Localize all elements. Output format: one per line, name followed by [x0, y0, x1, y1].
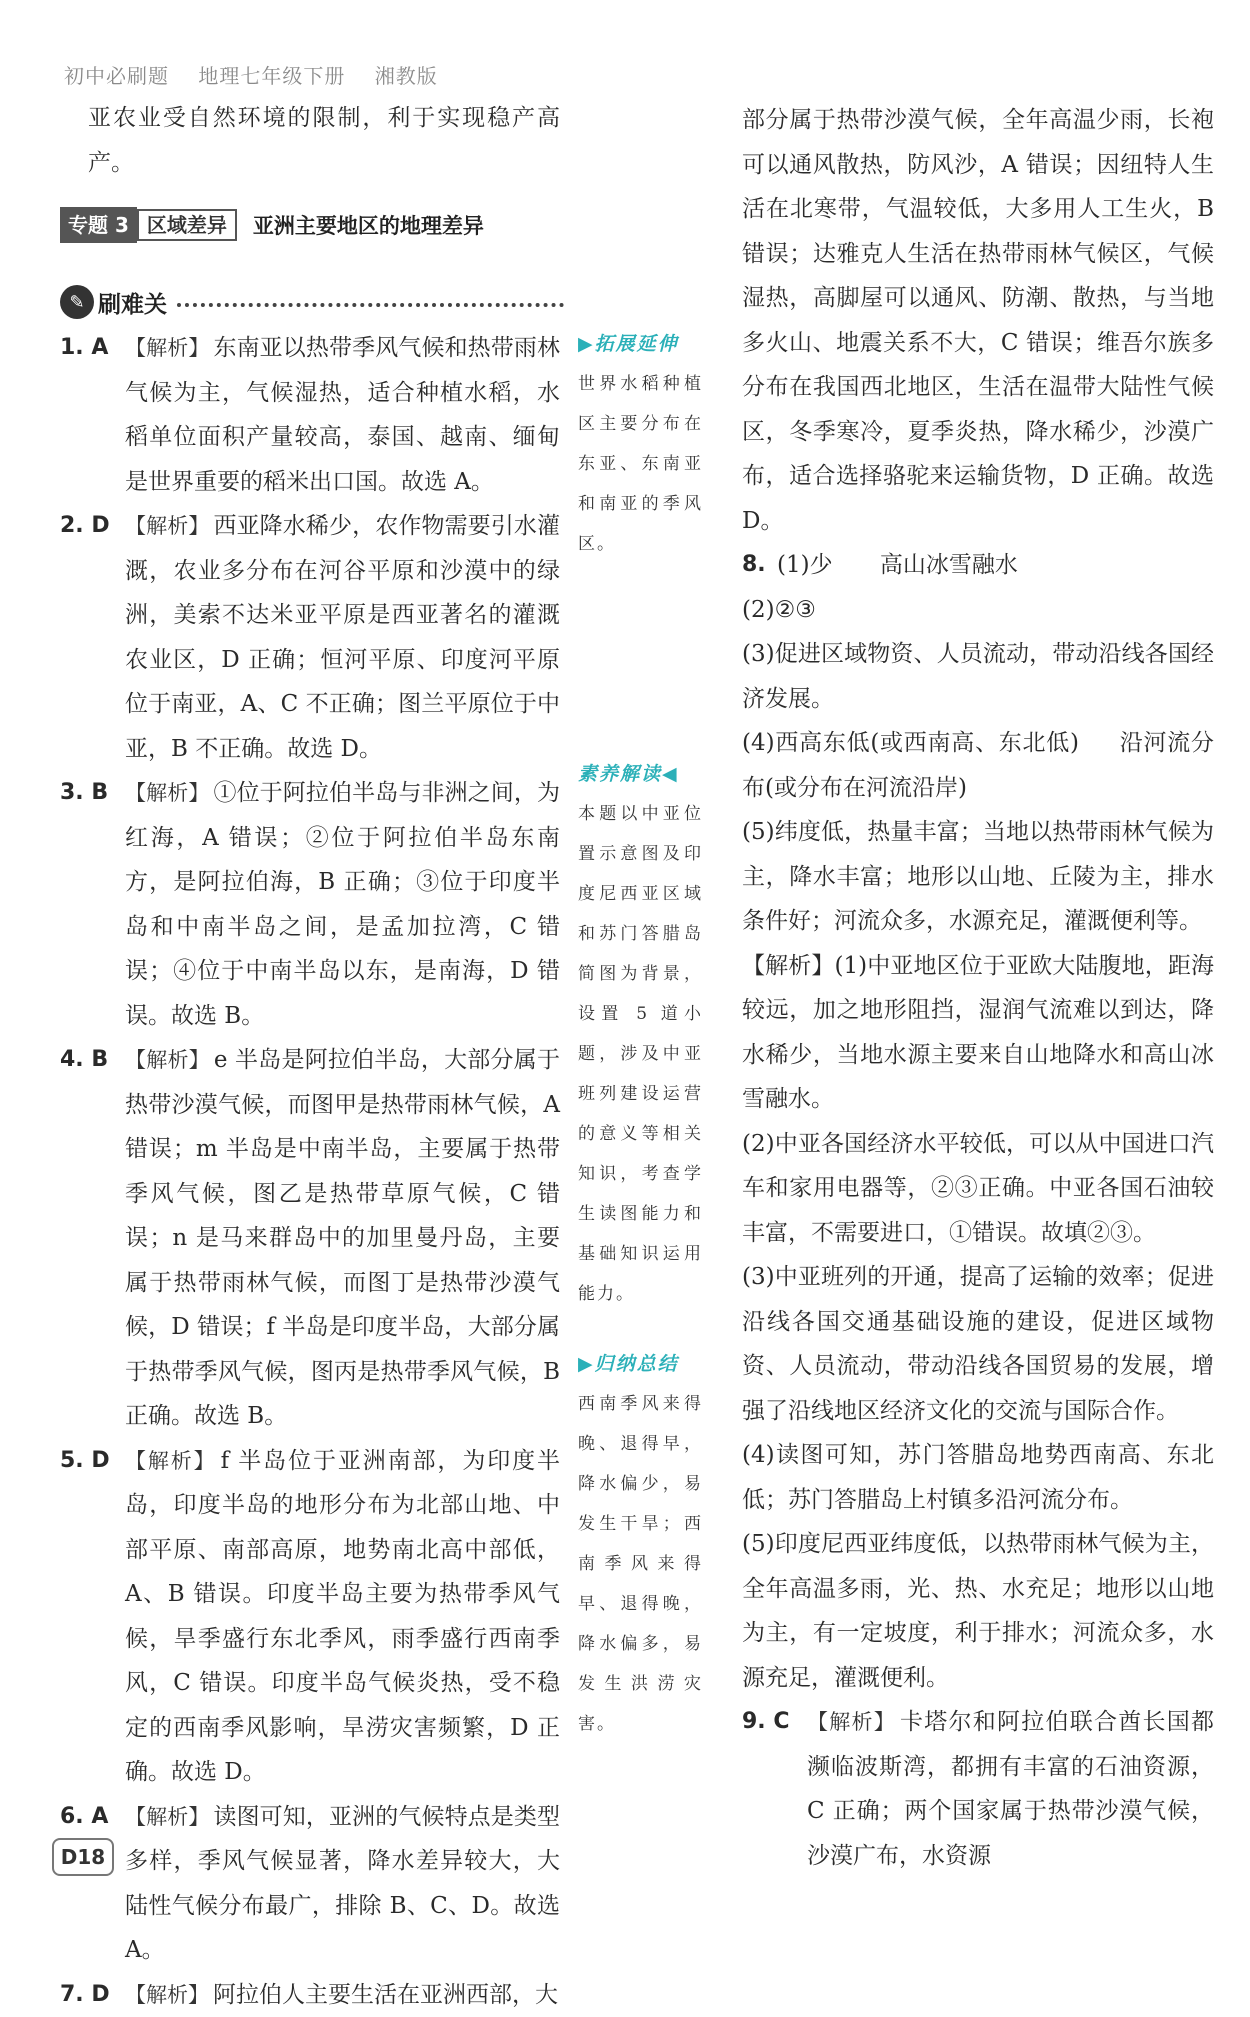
answer-item: [60, 1038, 560, 1439]
analysis-8-5: (5)印度尼西亚纬度低，以热带雨林气候为主，全年高温多雨，光、热、水充足；地形以山地为主，有一定坡度，利于排水；河流众多，水源充足，灌溉便利。: [742, 1522, 1214, 1700]
answer-text: 卡塔尔和阿拉伯联合酋长国都濒临波斯湾，都拥有丰富的石油资源，C 正确；两个国家属于热带沙漠气候，沙漠广布，水资源: [807, 1709, 1214, 1869]
carryover-answer-7: 部分属于热带沙漠气候，全年高温少雨，长袍可以通风散热，防风沙，A 错误；因纽特人生活在北寒带，气温较低，大多用人工生火，B 错误；达雅克人生活在热带雨林气候区，气候湿热，高脚屋可以通风、防潮、散热，与当地多火山、地震关系不大，C 错误；维吾尔族多分布在我国西北地区，生活在温带大陆性气候区，冬季寒冷，夏季炎热，降水稀少，沙漠广布，适合选择骆驼来运输货物，D 正确。故选 D。: [742, 98, 1214, 543]
section-label: 刷难关: [98, 286, 167, 319]
answer-number: 6. A: [60, 1795, 125, 1973]
analysis-tag: 【解析】: [125, 514, 209, 538]
sidebar-note: [578, 760, 703, 1314]
sidebar-title: ▶归纳总结: [578, 1350, 703, 1378]
answer-8-4-b: 沿河流分布(或分布在河流沿岸): [742, 730, 1214, 801]
sidebar-body: 世界水稻种植区主要分布在东亚、东南亚和南亚的季风区。: [578, 364, 703, 564]
triangle-right-icon: ▶: [578, 333, 595, 355]
section-divider: [177, 303, 564, 307]
answer-text: ①位于阿拉伯半岛与非洲之间，为红海，A 错误；②位于阿拉伯半岛东南方，是阿拉伯海，B 正确；③位于印度半岛和中南半岛之间，是孟加拉湾，C 错误；④位于中南半岛以东，是南海，D 错误。故选 B。: [125, 780, 560, 1029]
triangle-right-icon: ▶: [578, 1353, 595, 1375]
topic-bar: [60, 207, 570, 243]
answer-number: 8.: [742, 543, 777, 588]
series-name: 初中必刷题: [64, 64, 169, 88]
analysis-tag: 【解析】: [125, 781, 209, 805]
answer-text: e 半岛是阿拉伯半岛，大部分属于热带沙漠气候，而图甲是热带雨林气候，A 错误；m 半岛是中南半岛，主要属于热带季风气候，图乙是热带草原气候，C 错误；n 是马来群岛中的加里曼丹岛，主要属于热带雨林气候，而图丁是热带沙漠气候，D 错误；f 半岛是印度半岛，大部分属于热带季风气候，图丙是热带季风气候，B 正确。故选 B。: [125, 1047, 560, 1429]
analysis-8-3: (3)中亚班列的开通，提高了运输的效率；促进沿线各国交通基础设施的建设，促进区域物资、人员流动，带动沿线各国贸易的发展，增强了沿线地区经济文化的交流与国际合作。: [742, 1255, 1214, 1433]
answer-text: 西亚降水稀少，农作物需要引水灌溉，农业多分布在河谷平原和沙漠中的绿洲，美索不达米亚平原是西亚著名的灌溉农业区，D 正确；恒河平原、印度河平原位于南亚，A、C 不正确；图兰平原位于中亚，B 不正确。故选 D。: [125, 513, 560, 762]
answer-8-4-a: (4)西高东低(或西南高、东北低): [742, 730, 1079, 756]
left-answer-list: [60, 326, 560, 2017]
answer-text: 读图可知，亚洲的气候特点是类型多样，季风气候显著，降水差异较大，大陆性气候分布最广，排除 B、C、D。故选 A。: [125, 1804, 560, 1964]
answer-item: [60, 326, 560, 504]
answer-item-9: [742, 1700, 1214, 1878]
answer-number: 1. A: [60, 326, 125, 504]
analysis-tag: 【解析】: [125, 1983, 209, 2007]
answer-item: [60, 504, 560, 771]
analysis-8-1: 【解析】(1)中亚地区位于亚欧大陆腹地，距海较远，加之地形阻挡，湿润气流难以到达，降水稀少，当地水源主要来自山地降水和高山冰雪融水。: [742, 944, 1214, 1122]
left-carryover: [60, 96, 560, 185]
analysis-tag: 【解析】: [125, 336, 209, 360]
answer-text: 阿拉伯人主要生活在亚洲西部，大: [213, 1982, 558, 2008]
analysis-8-4: (4)读图可知，苏门答腊岛地势西南高、东北低；苏门答腊岛上村镇多沿河流分布。: [742, 1433, 1214, 1522]
answer-text: f 半岛位于亚洲南部，为印度半岛，印度半岛的地形分布为北部山地、中部平原、南部高原，地势南北高中部低，A、B 错误。印度半岛主要为热带季风气候，旱季盛行东北季风，雨季盛行西南季风，C 错误。印度半岛气候炎热，受不稳定的西南季风影响，旱涝灾害频繁，D 正确。故选 D。: [125, 1448, 560, 1786]
answer-8-1-label: (1)少: [777, 552, 833, 578]
answer-item-8: [742, 543, 1214, 588]
answer-number: 7. D: [60, 1973, 125, 2017]
sidebar-title: ▶拓展延伸: [578, 330, 703, 358]
sidebar-body: 西南季风来得晚、退得早，降水偏少，易发生干旱；西南季风来得早、退得晚，降水偏多，易发生洪涝灾害。: [578, 1384, 703, 1744]
topic-label: 专题 3: [60, 207, 137, 243]
answer-number: 4. B: [60, 1038, 125, 1439]
pencil-icon: ✎: [60, 285, 94, 319]
topic-title: 亚洲主要地区的地理差异: [253, 210, 484, 240]
answer-8-3: (3)促进区域物资、人员流动，带动沿线各国经济发展。: [742, 632, 1214, 721]
analysis-tag: 【解析】: [807, 1710, 896, 1734]
page-number: D18: [52, 1838, 114, 1876]
answer-8-2: (2)②③: [742, 588, 1214, 633]
subject-name: 地理七年级下册: [198, 64, 345, 88]
carryover-text: 亚农业受自然环境的限制，利于实现稳产高产。: [60, 96, 560, 185]
analysis-8-2: (2)中亚各国经济水平较低，可以从中国进口汽车和家用电器等，②③正确。中亚各国石油较丰富，不需要进口，①错误。故填②③。: [742, 1122, 1214, 1256]
sidebar-title: 素养解读◀: [578, 760, 703, 788]
answer-text: 东南亚以热带季风气候和热带雨林气候为主，气候湿热，适合种植水稻，水稻单位面积产量较高，泰国、越南、缅甸是世界重要的稻米出口国。故选 A。: [125, 335, 560, 495]
sidebar-note: [578, 1350, 703, 1744]
answer-8-1-b: 高山冰雪融水: [880, 552, 1018, 578]
answer-number: 2. D: [60, 504, 125, 771]
edition-name: 湘教版: [375, 64, 438, 88]
answer-8-4: [742, 721, 1214, 810]
answer-8-5: (5)纬度低，热量丰富；当地以热带雨林气候为主，降水丰富；地形以山地、丘陵为主，排水条件好；河流众多，水源充足，灌溉便利等。: [742, 810, 1214, 944]
analysis-tag: 【解析】: [125, 1805, 209, 1829]
page-header: [64, 60, 460, 89]
right-column: [742, 98, 1214, 1878]
topic-category: 区域差异: [137, 209, 237, 241]
analysis-tag: 【解析】: [125, 1449, 217, 1473]
answer-number: 5. D: [60, 1439, 125, 1795]
answer-item: [60, 1439, 560, 1795]
answer-item: [60, 771, 560, 1038]
answer-item: [60, 1973, 560, 2017]
answer-item: [60, 1795, 560, 1973]
answer-number: 3. B: [60, 771, 125, 1038]
section-heading: [60, 282, 564, 322]
sidebar-body: 本题以中亚位置示意图及印度尼西亚区域和苏门答腊岛简图为背景，设置 5 道小题，涉及中亚班列建设运营的意义等相关知识，考查学生读图能力和基础知识运用能力。: [578, 794, 703, 1314]
answer-number: 9. C: [742, 1700, 807, 1878]
triangle-left-icon: ◀: [662, 763, 679, 785]
analysis-tag: 【解析】: [125, 1048, 210, 1072]
sidebar-note: [578, 330, 703, 564]
